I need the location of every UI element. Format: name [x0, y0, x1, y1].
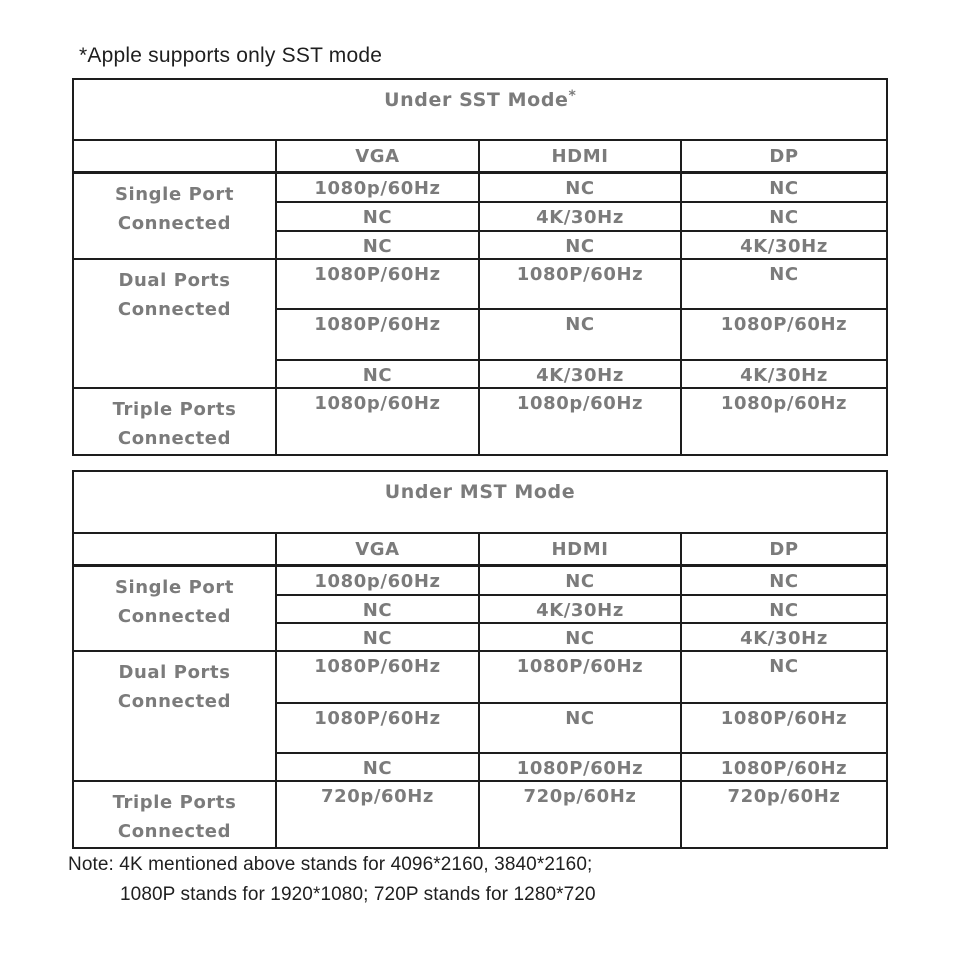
mst-column-header-vga: VGA — [276, 533, 479, 566]
row-group-label-line: Dual Ports — [118, 269, 231, 291]
sst-header-row — [73, 140, 887, 173]
footnote-line: 1080P stands for 1920*1080; 720P stands for 1280*720 — [120, 884, 596, 905]
row-group-label-line: Connected — [117, 213, 232, 234]
spec-cell: 1080p/60Hz — [276, 566, 479, 595]
spec-cell: 4K/30Hz — [681, 360, 887, 388]
spec-cell: NC — [681, 173, 887, 202]
sst-column-header-dp: DP — [681, 140, 887, 173]
spec-cell: 1080p/60Hz — [276, 388, 479, 455]
spec-cell: 4K/30Hz — [479, 595, 681, 623]
table-row — [73, 388, 887, 455]
sst-title-text: Under SST Mode — [384, 89, 569, 111]
spec-cell: NC — [479, 566, 681, 595]
spec-cell: NC — [276, 202, 479, 231]
spec-cell: 1080p/60Hz — [276, 173, 479, 202]
sst-table-title — [73, 79, 887, 140]
spec-cell: NC — [681, 595, 887, 623]
spec-cell: 1080P/60Hz — [681, 703, 887, 753]
mst-row-group-label-single-port — [73, 566, 276, 651]
spec-cell: NC — [479, 623, 681, 651]
spec-cell: NC — [276, 360, 479, 388]
spec-cell: 1080p/60Hz — [681, 388, 887, 455]
spec-cell: NC — [276, 231, 479, 259]
row-group-label-line: Connected — [117, 606, 232, 627]
row-group-label-line: Connected — [117, 427, 232, 449]
table-row — [73, 173, 887, 202]
spec-cell: 1080P/60Hz — [276, 259, 479, 309]
spec-cell: NC — [681, 202, 887, 231]
mst-title-text: Under MST Mode — [384, 481, 576, 503]
spec-cell: NC — [479, 703, 681, 753]
spec-cell: NC — [276, 595, 479, 623]
row-group-label-line: Triple Ports — [112, 791, 237, 813]
sst-row-group-label-dual-ports — [73, 259, 276, 388]
mst-column-header-hdmi: HDMI — [479, 533, 681, 566]
mst-row-group-label-dual-ports — [73, 651, 276, 781]
spec-cell: 1080P/60Hz — [276, 703, 479, 753]
row-group-label-line: Connected — [117, 298, 232, 320]
sst-corner-cell — [73, 140, 276, 173]
spec-cell: NC — [276, 753, 479, 781]
spec-cell: 4K/30Hz — [681, 623, 887, 651]
resolution-footnote — [68, 850, 596, 910]
sst-row-group-label-triple-ports — [73, 388, 276, 455]
spec-cell: 1080P/60Hz — [479, 259, 681, 309]
spec-cell: 1080P/60Hz — [276, 651, 479, 703]
sst-row-group-label-single-port — [73, 173, 276, 259]
spec-cell: 4K/30Hz — [681, 231, 887, 259]
spec-cell: 4K/30Hz — [479, 202, 681, 231]
sst-title-asterisk: * — [568, 88, 576, 104]
spec-cell: NC — [276, 623, 479, 651]
apple-sst-annotation: *Apple supports only SST mode — [79, 44, 383, 67]
sst-mode-table — [72, 78, 888, 456]
row-group-label-line: Connected — [117, 820, 232, 842]
mst-table-title — [73, 471, 887, 533]
row-group-label-line: Connected — [117, 690, 232, 712]
spec-cell: NC — [479, 173, 681, 202]
sst-column-header-vga: VGA — [276, 140, 479, 173]
table-row — [73, 566, 887, 595]
table-row — [73, 651, 887, 703]
spec-cell: 720p/60Hz — [681, 781, 887, 848]
spec-cell: 1080P/60Hz — [276, 309, 479, 360]
spec-cell: 720p/60Hz — [276, 781, 479, 848]
spec-cell: 720p/60Hz — [479, 781, 681, 848]
spec-cell: NC — [681, 259, 887, 309]
spec-cell: NC — [479, 231, 681, 259]
spec-cell: NC — [681, 651, 887, 703]
sst-title-row — [73, 79, 887, 140]
spec-cell: NC — [479, 309, 681, 360]
table-row — [73, 259, 887, 309]
spec-cell: 1080P/60Hz — [681, 753, 887, 781]
footnote-line: Note: 4K mentioned above stands for 4096*2160, 3840*2160; — [68, 854, 593, 875]
mst-mode-table — [72, 470, 888, 849]
spec-cell: 1080P/60Hz — [479, 651, 681, 703]
mst-column-header-dp: DP — [681, 533, 887, 566]
spec-cell: NC — [681, 566, 887, 595]
mst-row-group-label-triple-ports — [73, 781, 276, 848]
mst-header-row — [73, 533, 887, 566]
mst-corner-cell — [73, 533, 276, 566]
row-group-label-line: Single Port — [114, 184, 235, 205]
row-group-label-line: Triple Ports — [112, 398, 237, 420]
row-group-label-line: Dual Ports — [118, 661, 231, 683]
spec-cell: 1080P/60Hz — [681, 309, 887, 360]
spec-cell: 1080P/60Hz — [479, 753, 681, 781]
mst-title-row — [73, 471, 887, 533]
sst-column-header-hdmi: HDMI — [479, 140, 681, 173]
spec-cell: 1080p/60Hz — [479, 388, 681, 455]
spec-cell: 4K/30Hz — [479, 360, 681, 388]
table-row — [73, 781, 887, 848]
row-group-label-line: Single Port — [114, 577, 235, 598]
